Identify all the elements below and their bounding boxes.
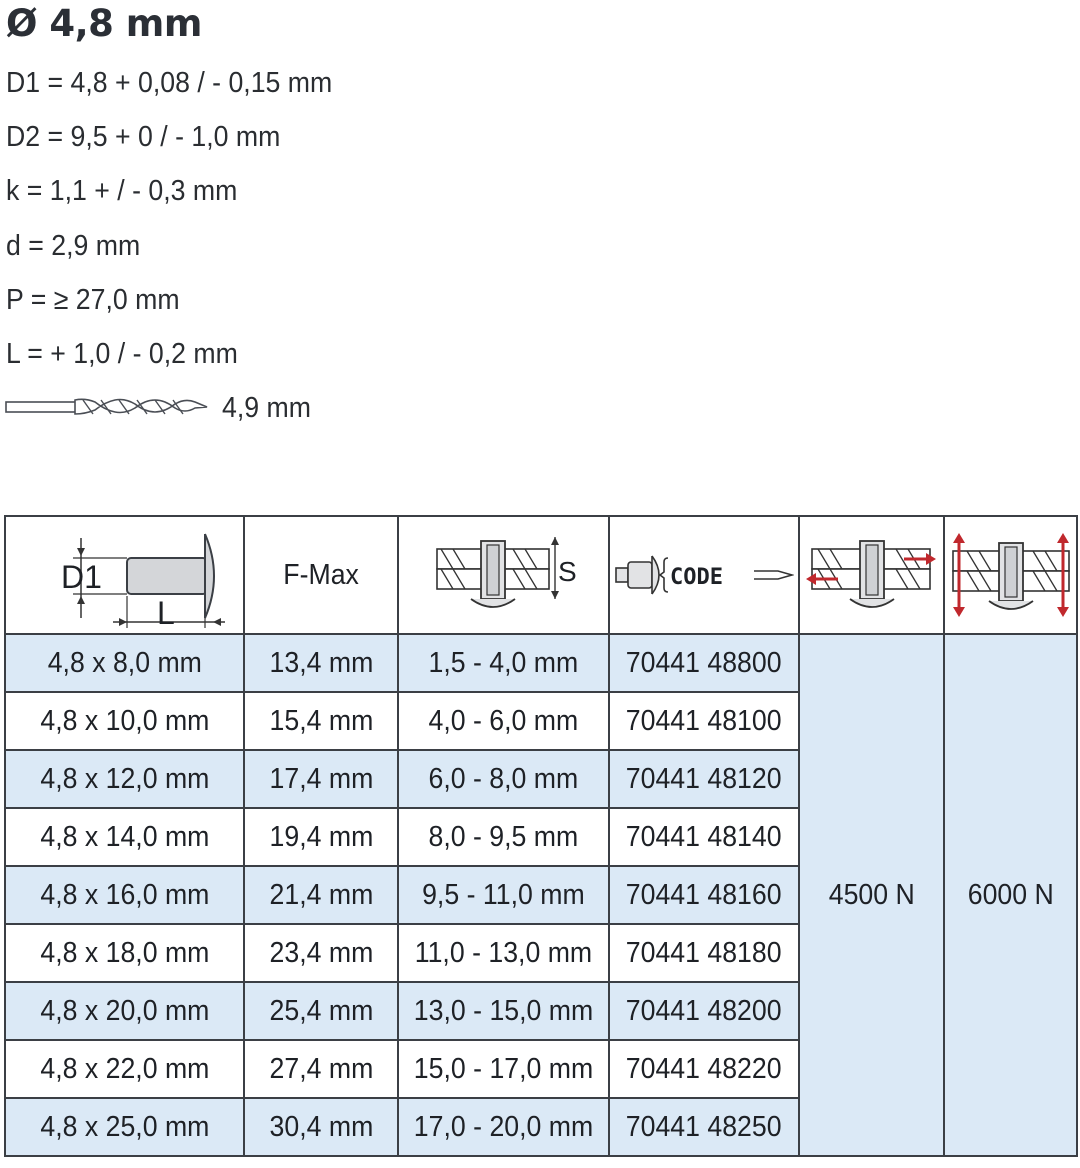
fmax-cell	[244, 1098, 398, 1156]
size-cell	[5, 634, 244, 692]
header-code	[609, 516, 799, 634]
page-title: Ø 4,8 mm	[6, 2, 202, 45]
fmax-value: 19,4 mm	[269, 820, 373, 853]
drill-size-label: 4,9 mm	[222, 392, 311, 424]
fmax-value: 25,4 mm	[269, 994, 373, 1027]
grip-value: 6,0 - 8,0 mm	[428, 762, 579, 795]
tensile-force-icon	[947, 533, 1075, 617]
code-header-label: CODE	[670, 565, 723, 590]
fmax-cell	[244, 866, 398, 924]
shear-value-cell	[799, 634, 944, 1156]
code-value: 70441 48220	[626, 1052, 782, 1085]
header-fmax	[244, 516, 398, 634]
code-cell	[609, 692, 799, 750]
header-shear	[799, 516, 944, 634]
grip-value: 17,0 - 20,0 mm	[413, 1110, 594, 1143]
table-row	[5, 634, 1077, 692]
grip-value: 11,0 - 13,0 mm	[414, 936, 593, 969]
rivet-dimension-icon	[25, 520, 225, 630]
tensile-value-cell	[944, 634, 1077, 1156]
shear-force-icon	[804, 535, 939, 615]
dimension-d-label: D1	[60, 559, 102, 595]
shear-value: 4500 N	[828, 878, 915, 911]
spec-l: L = + 1,0 / - 0,2 mm	[6, 338, 238, 370]
size-cell	[5, 1098, 244, 1156]
grip-cell	[398, 634, 609, 692]
code-cell	[609, 634, 799, 692]
fmax-cell	[244, 1040, 398, 1098]
grip-value: 9,5 - 11,0 mm	[422, 878, 585, 911]
size-cell	[5, 982, 244, 1040]
code-cell	[609, 1040, 799, 1098]
size-value: 4,8 x 16,0 mm	[39, 878, 210, 911]
spec-k: k = 1,1 + / - 0,3 mm	[6, 175, 238, 207]
spec-p: P = ≥ 27,0 mm	[6, 284, 180, 316]
fmax-cell	[244, 982, 398, 1040]
code-value: 70441 48800	[626, 646, 782, 679]
fmax-cell	[244, 924, 398, 982]
rivet-table	[4, 515, 1078, 1157]
fmax-value: 23,4 mm	[269, 936, 373, 969]
size-cell	[5, 808, 244, 866]
size-value: 4,8 x 20,0 mm	[39, 994, 210, 1027]
code-cell	[609, 750, 799, 808]
grip-range-icon	[429, 535, 579, 615]
fmax-header-label: F-Max	[283, 558, 359, 591]
size-value: 4,8 x 22,0 mm	[39, 1052, 210, 1085]
grip-cell	[398, 866, 609, 924]
fmax-cell	[244, 750, 398, 808]
size-value: 4,8 x 18,0 mm	[39, 936, 210, 969]
size-value: 4,8 x 25,0 mm	[39, 1110, 210, 1143]
fmax-value: 30,4 mm	[269, 1110, 373, 1143]
code-cell	[609, 808, 799, 866]
spec-d: d = 2,9 mm	[6, 230, 141, 262]
code-value: 70441 48160	[626, 878, 782, 911]
drill-bit-icon	[5, 396, 210, 418]
fmax-value: 13,4 mm	[269, 646, 373, 679]
header-dimension	[5, 516, 244, 634]
code-value: 70441 48250	[626, 1110, 782, 1143]
code-value: 70441 48180	[626, 936, 782, 969]
fmax-value: 27,4 mm	[269, 1052, 373, 1085]
fmax-value: 17,4 mm	[269, 762, 373, 795]
code-value: 70441 48200	[626, 994, 782, 1027]
tensile-value: 6000 N	[967, 878, 1054, 911]
grip-value: 8,0 - 9,5 mm	[428, 820, 579, 853]
size-value: 4,8 x 12,0 mm	[39, 762, 210, 795]
grip-value: 4,0 - 6,0 mm	[428, 704, 579, 737]
rivet-code-icon	[614, 550, 794, 600]
code-value: 70441 48140	[626, 820, 782, 853]
size-cell	[5, 692, 244, 750]
fmax-value: 21,4 mm	[269, 878, 373, 911]
size-cell	[5, 924, 244, 982]
size-value: 4,8 x 8,0 mm	[47, 646, 202, 679]
grip-cell	[398, 808, 609, 866]
code-cell	[609, 924, 799, 982]
fmax-cell	[244, 634, 398, 692]
fmax-cell	[244, 808, 398, 866]
grip-s-label: S	[557, 556, 577, 587]
grip-value: 1,5 - 4,0 mm	[428, 646, 579, 679]
grip-cell	[398, 1098, 609, 1156]
fmax-value: 15,4 mm	[269, 704, 373, 737]
spec-d1: D1 = 4,8 + 0,08 / - 0,15 mm	[6, 67, 333, 99]
grip-cell	[398, 982, 609, 1040]
grip-cell	[398, 924, 609, 982]
table-header-row	[5, 516, 1077, 634]
grip-cell	[398, 1040, 609, 1098]
dimension-l-label: L	[156, 595, 175, 630]
header-tensile	[944, 516, 1077, 634]
code-cell	[609, 1098, 799, 1156]
grip-value: 15,0 - 17,0 mm	[413, 1052, 594, 1085]
code-value: 70441 48100	[626, 704, 782, 737]
size-cell	[5, 1040, 244, 1098]
header-grip	[398, 516, 609, 634]
size-cell	[5, 750, 244, 808]
size-value: 4,8 x 10,0 mm	[39, 704, 210, 737]
grip-cell	[398, 750, 609, 808]
code-cell	[609, 982, 799, 1040]
code-cell	[609, 866, 799, 924]
spec-d2: D2 = 9,5 + 0 / - 1,0 mm	[6, 121, 281, 153]
grip-cell	[398, 692, 609, 750]
grip-value: 13,0 - 15,0 mm	[413, 994, 594, 1027]
code-value: 70441 48120	[626, 762, 782, 795]
size-value: 4,8 x 14,0 mm	[39, 820, 210, 853]
size-cell	[5, 866, 244, 924]
fmax-cell	[244, 692, 398, 750]
